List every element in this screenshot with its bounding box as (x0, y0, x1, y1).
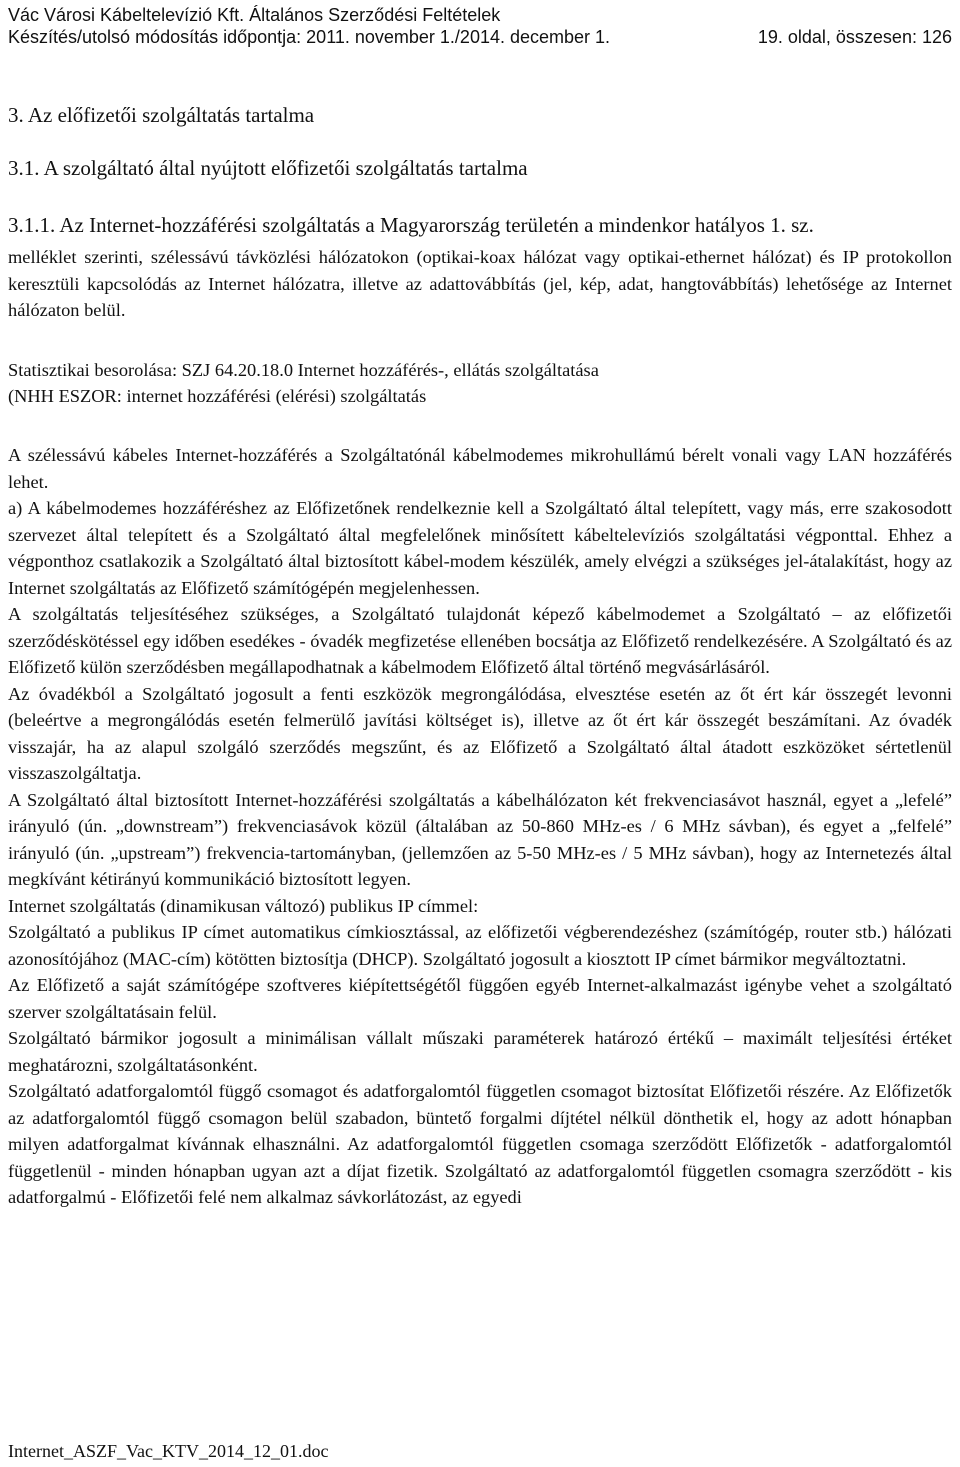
paragraph: a) A kábelmodemes hozzáféréshez az Előfizetőnek rendelkeznie kell a Szolgáltató által telepített, vagy más, erre szakosodott szervezet által telepített és a Szolgáltató által megfelelőnek minősített kábeltelevíziós szolgáltatási végponttal. Ehhez a végponthoz csatlakozik a Szolgáltató által biztosított kábel-modem készülék, amely elvégzi a szükséges jel-átalakítást, hogy az Internet szolgáltatás az Előfizető számítógépén megjelenhessen. (8, 498, 952, 598)
intro-paragraph (8, 244, 952, 324)
header-page-number: 19. oldal, összesen: 126 (757, 27, 952, 47)
body-text (8, 442, 952, 1211)
paragraph: Internet szolgáltatás (dinamikusan változó) publikus IP címmel: (8, 895, 479, 916)
paragraph: Szolgáltató bármikor jogosult a minimálisan vállalt műszaki paraméterek határozó értékű – maximált teljesítési értéket meghatározni, szolgáltatásonként. (8, 1028, 952, 1075)
stat-line-1: Statisztikai besorolása: SZJ 64.20.18.0 Internet hozzáférés-, ellátás szolgáltatása (8, 360, 599, 380)
document-footer-filename: Internet_ASZF_Vac_KTV_2014_12_01.doc (8, 1441, 329, 1461)
paragraph: A szélessávú kábeles Internet-hozzáférés a Szolgáltatónál kábelmodemes mikrohullámú bérelt vonali vagy LAN hozzáférés lehet. (8, 445, 952, 492)
statistical-classification (8, 357, 952, 409)
header-date: Készítés/utolsó módosítás időpontja: 2011. november 1./2014. december 1. (8, 27, 611, 47)
paragraph: Az Előfizető a saját számítógépe szoftveres kiépítettségétől függően egyéb Internet-alkalmazást igénybe vehet a szolgáltató szerver szolgáltatásain felül. (8, 975, 952, 1022)
paragraph: A Szolgáltató által biztosított Internet-hozzáférési szolgáltatás a kábelhálózaton két frekvenciasávot használ, egyet a „lefelé” irányuló (ún. „downstream”) frekvenciasávok közül (általában az 50-860 MHz-es / 6 MHz sávban), és egyet a „felfelé” irányuló (ún. „upstream”) frekvencia-tartományban, (jellemzően az 5-50 MHz-es / 5 MHz sávban), hogy az Internetezés által megkívánt kétirányú kommunikáció biztosított legyen. (8, 789, 952, 889)
paragraph: Szolgáltató a publikus IP címet automatikus címkiosztással, az előfizetői végberendezéshez (számítógép, router stb.) hálózati azonosítójához (MAC-cím) kötötten biztosítja (DHCP). Szolgáltató jogosult a kiosztott IP címet bármikor megváltoztatni. (8, 922, 952, 969)
subsection-heading: 3.1. A szolgáltató által nyújtott előfizetői szolgáltatás tartalma (8, 156, 528, 180)
paragraph: A szolgáltatás teljesítéséhez szükséges, a Szolgáltató tulajdonát képező kábelmodemet a Szolgáltató – az előfizetői szerződéskötéssel egy időben esedékes - óvadék megfizetése ellenében bocsátja az Előfizető rendelkezésére. A Szolgáltató és az Előfizető külön szerződésben megállapodhatnak a kábelmodem Előfizető által történő megvásárlásáról. (8, 604, 952, 677)
paragraph: Szolgáltató adatforgalomtól függő csomagot és adatforgalomtól független csomagot biztosítat Előfizetői részére. Az Előfizetők az adatforgalomtól függő csomagon belül szabadon, büntető forgalmi díjtétel nélkül dönthetik el, hogy az adott hónapban milyen adatforgalmat kívánnak elhasználni. Az adatforgalomtól független csomaga szerződött Előfizetők - adatforgalomtól függetlenül - minden hónapban ugyan azt a díjat fizetik. Szolgáltató az adatforgalomtól független csomagra szerződött - kis adatforgalmú - Előfizetői felé nem alkalmaz sávkorlátozást, az egyedi (8, 1081, 952, 1207)
stat-line-2: (NHH ESZOR: internet hozzáférési (elérési) szolgáltatás (8, 386, 427, 406)
header-title: Vác Városi Kábeltelevízió Kft. Általános Szerződési Feltételek (8, 5, 501, 25)
subsubsection-heading: 3.1.1. Az Internet-hozzáférési szolgáltatás a Magyarország területén a mindenkor hatályos 1. sz. (8, 213, 814, 237)
intro-text: melléklet szerinti, szélessávú távközlési hálózatokon (optikai-koax hálózat vagy optikai-ethernet hálózat) és IP protokollon keresztüli kapcsolódás az Internet hálózatra, illetve az adattovábbítás (jel, kép, adat, hangtovábbítás) lehetősége az Internet hálózaton belül. (8, 247, 952, 320)
paragraph: Az óvadékból a Szolgáltató jogosult a fenti eszközök megrongálódása, elvesztése esetén az őt ért kár összegét levonni (beleértve a megrongálódás esetén felmerülő javítási költséget is), illetve az őt ért kár összegét beszámítani. Az óvadék visszajár, ha az alapul szolgáló szerződés megszűnt, és az Előfizető a Szolgáltató által átadott eszközöket sértetlenül visszaszolgáltatja. (8, 683, 952, 783)
section-heading: 3. Az előfizetői szolgáltatás tartalma (8, 103, 315, 127)
